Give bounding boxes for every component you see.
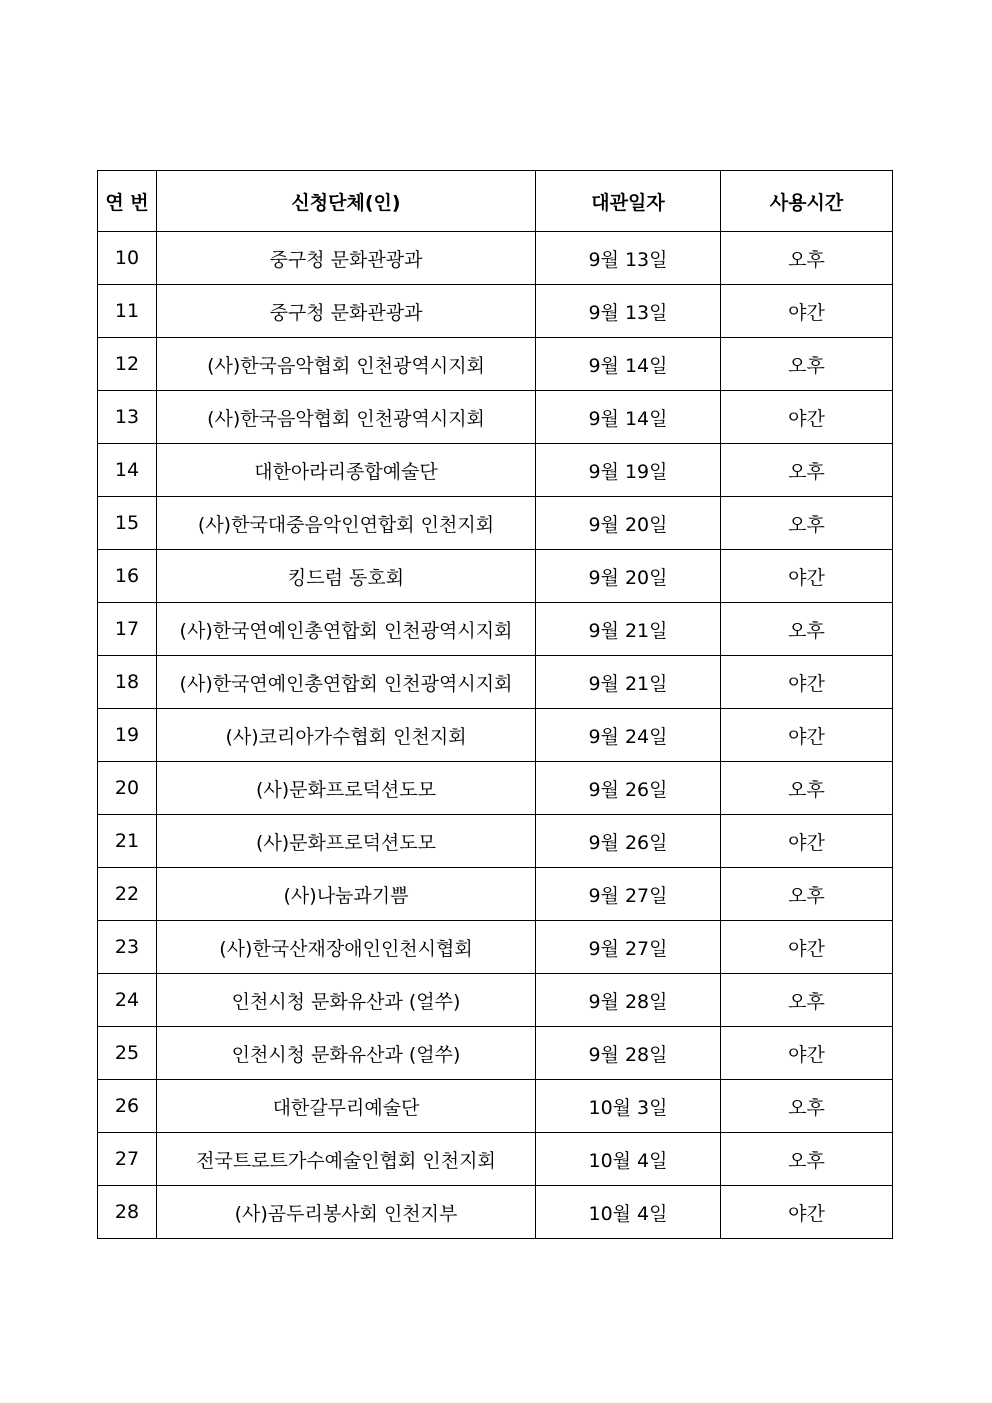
cell-rental-date: 9월 27일 <box>536 921 721 974</box>
header-applicant: 신청단체(인) <box>157 171 536 232</box>
table-row <box>98 1186 893 1239</box>
cell-applicant: 대한갈무리예술단 <box>157 1080 536 1133</box>
cell-rental-date: 9월 20일 <box>536 497 721 550</box>
table-row <box>98 338 893 391</box>
table-row <box>98 497 893 550</box>
cell-applicant: (사)문화프로덕션도모 <box>157 815 536 868</box>
header-rental-date: 대관일자 <box>536 171 721 232</box>
cell-applicant: (사)문화프로덕션도모 <box>157 762 536 815</box>
cell-number: 19 <box>98 709 157 762</box>
cell-usage-time: 야간 <box>721 1186 893 1239</box>
cell-rental-date: 9월 13일 <box>536 285 721 338</box>
cell-number: 22 <box>98 868 157 921</box>
cell-number: 27 <box>98 1133 157 1186</box>
cell-rental-date: 9월 19일 <box>536 444 721 497</box>
cell-applicant: (사)곰두리봉사회 인천지부 <box>157 1186 536 1239</box>
cell-rental-date: 9월 21일 <box>536 603 721 656</box>
table-row <box>98 285 893 338</box>
table-row <box>98 815 893 868</box>
cell-applicant: (사)나눔과기쁨 <box>157 868 536 921</box>
cell-applicant: 킹드럼 동호회 <box>157 550 536 603</box>
table-row <box>98 656 893 709</box>
cell-usage-time: 야간 <box>721 709 893 762</box>
cell-number: 12 <box>98 338 157 391</box>
cell-number: 13 <box>98 391 157 444</box>
cell-number: 24 <box>98 974 157 1027</box>
cell-applicant: (사)한국대중음악인연합회 인천지회 <box>157 497 536 550</box>
cell-applicant: (사)한국산재장애인인천시협회 <box>157 921 536 974</box>
table-row <box>98 1027 893 1080</box>
cell-usage-time: 야간 <box>721 550 893 603</box>
cell-usage-time: 오후 <box>721 1133 893 1186</box>
cell-applicant: 대한아라리종합예술단 <box>157 444 536 497</box>
header-row <box>98 171 893 232</box>
cell-applicant: 중구청 문화관광과 <box>157 285 536 338</box>
cell-usage-time: 야간 <box>721 815 893 868</box>
cell-number: 18 <box>98 656 157 709</box>
cell-applicant: (사)한국연예인총연합회 인천광역시지회 <box>157 656 536 709</box>
table-row <box>98 1080 893 1133</box>
table-body <box>98 232 893 1239</box>
cell-applicant: (사)한국연예인총연합회 인천광역시지회 <box>157 603 536 656</box>
cell-rental-date: 9월 20일 <box>536 550 721 603</box>
cell-applicant: 전국트로트가수예술인협회 인천지회 <box>157 1133 536 1186</box>
table-row <box>98 550 893 603</box>
cell-rental-date: 9월 14일 <box>536 338 721 391</box>
cell-usage-time: 오후 <box>721 232 893 285</box>
cell-rental-date: 10월 3일 <box>536 1080 721 1133</box>
cell-number: 16 <box>98 550 157 603</box>
header-usage-time: 사용시간 <box>721 171 893 232</box>
cell-number: 25 <box>98 1027 157 1080</box>
cell-usage-time: 오후 <box>721 974 893 1027</box>
cell-rental-date: 9월 28일 <box>536 974 721 1027</box>
cell-rental-date: 9월 26일 <box>536 762 721 815</box>
table-row <box>98 974 893 1027</box>
cell-rental-date: 10월 4일 <box>536 1133 721 1186</box>
cell-applicant: 중구청 문화관광과 <box>157 232 536 285</box>
cell-rental-date: 9월 27일 <box>536 868 721 921</box>
cell-usage-time: 야간 <box>721 391 893 444</box>
cell-number: 15 <box>98 497 157 550</box>
cell-applicant: (사)한국음악협회 인천광역시지회 <box>157 338 536 391</box>
cell-applicant: 인천시청 문화유산과 (얼쑤) <box>157 1027 536 1080</box>
cell-rental-date: 9월 28일 <box>536 1027 721 1080</box>
rental-schedule-table <box>97 170 893 1239</box>
cell-usage-time: 오후 <box>721 603 893 656</box>
cell-applicant: 인천시청 문화유산과 (얼쑤) <box>157 974 536 1027</box>
cell-rental-date: 9월 21일 <box>536 656 721 709</box>
cell-applicant: (사)한국음악협회 인천광역시지회 <box>157 391 536 444</box>
cell-number: 10 <box>98 232 157 285</box>
table-row <box>98 603 893 656</box>
cell-usage-time: 오후 <box>721 338 893 391</box>
cell-number: 20 <box>98 762 157 815</box>
cell-rental-date: 9월 24일 <box>536 709 721 762</box>
cell-usage-time: 야간 <box>721 921 893 974</box>
table-row <box>98 232 893 285</box>
cell-usage-time: 오후 <box>721 1080 893 1133</box>
table-row <box>98 444 893 497</box>
cell-number: 14 <box>98 444 157 497</box>
cell-number: 28 <box>98 1186 157 1239</box>
table-row <box>98 762 893 815</box>
cell-usage-time: 야간 <box>721 656 893 709</box>
cell-rental-date: 9월 13일 <box>536 232 721 285</box>
cell-rental-date: 9월 14일 <box>536 391 721 444</box>
cell-usage-time: 야간 <box>721 285 893 338</box>
cell-rental-date: 10월 4일 <box>536 1186 721 1239</box>
cell-usage-time: 오후 <box>721 868 893 921</box>
cell-number: 26 <box>98 1080 157 1133</box>
cell-number: 17 <box>98 603 157 656</box>
cell-rental-date: 9월 26일 <box>536 815 721 868</box>
table-row <box>98 921 893 974</box>
header-number: 연 번 <box>98 171 157 232</box>
table-row <box>98 1133 893 1186</box>
table-row <box>98 709 893 762</box>
cell-number: 23 <box>98 921 157 974</box>
cell-usage-time: 야간 <box>721 1027 893 1080</box>
cell-usage-time: 오후 <box>721 762 893 815</box>
cell-usage-time: 오후 <box>721 497 893 550</box>
cell-number: 21 <box>98 815 157 868</box>
cell-usage-time: 오후 <box>721 444 893 497</box>
table-row <box>98 391 893 444</box>
cell-number: 11 <box>98 285 157 338</box>
cell-applicant: (사)코리아가수협회 인천지회 <box>157 709 536 762</box>
table-row <box>98 868 893 921</box>
table-header <box>98 171 893 232</box>
